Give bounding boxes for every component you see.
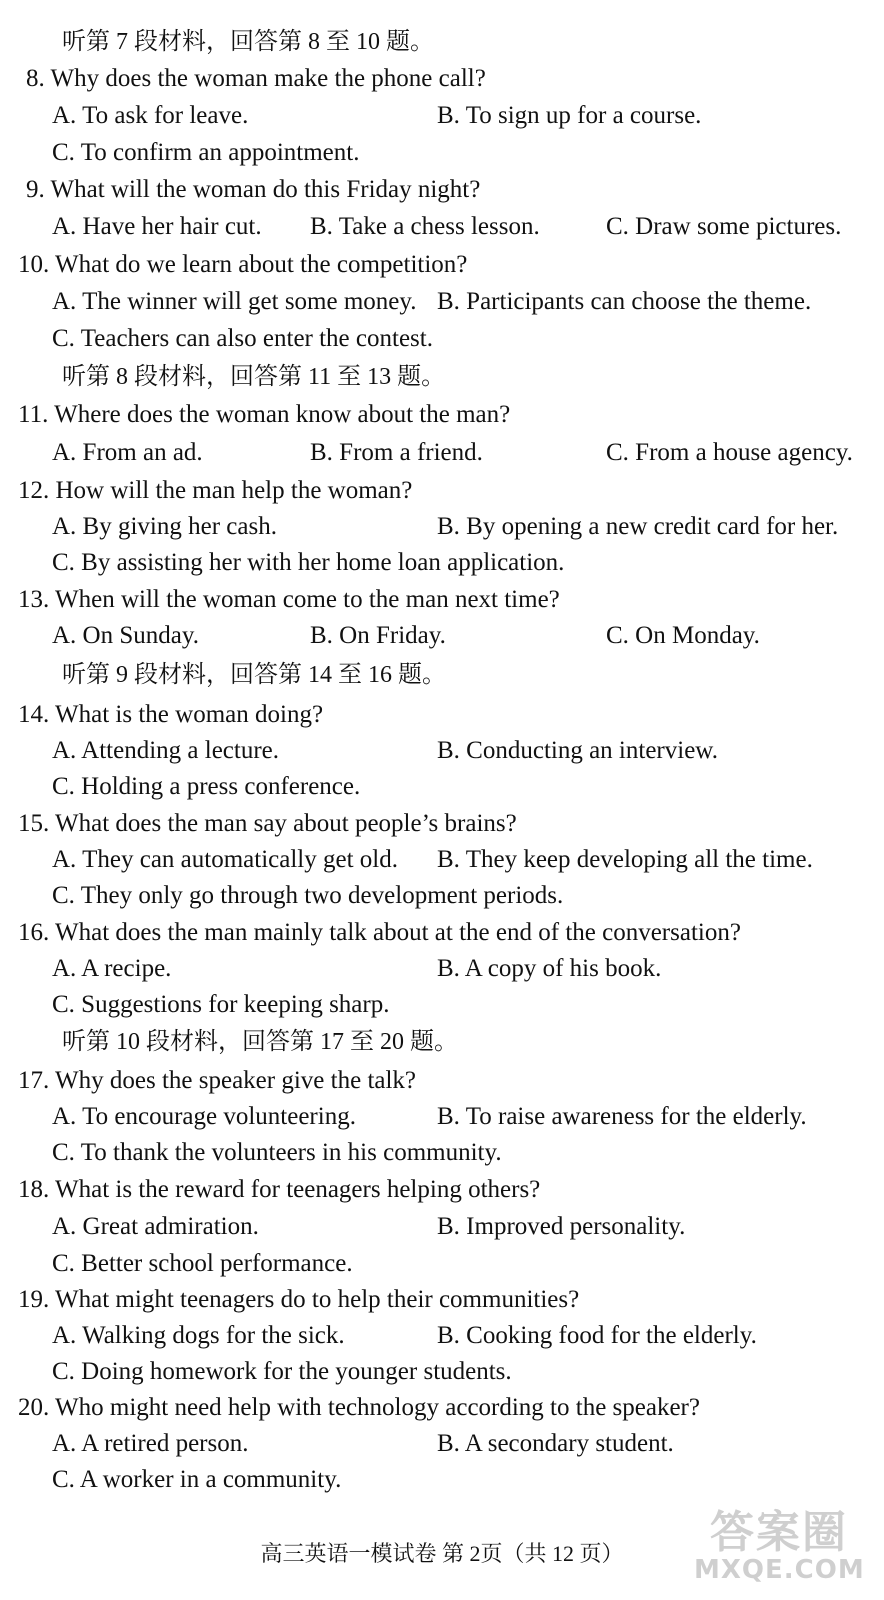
watermark-url: MXQE.COM xyxy=(694,1555,865,1585)
question-10: 10. What do we learn about the competition? xyxy=(18,251,468,278)
q19-option-c: C. Doing homework for the younger students. xyxy=(52,1358,512,1385)
section-heading-9: 听第 9 段材料，回答第 14 至 16 题。 xyxy=(62,662,446,688)
question-19: 19. What might teenagers do to help their communities? xyxy=(18,1286,580,1313)
q17-option-c: C. To thank the volunteers in his community. xyxy=(52,1139,502,1166)
question-11: 11. Where does the woman know about the man? xyxy=(18,401,511,428)
q11-option-c: C. From a house agency. xyxy=(606,439,853,466)
section-heading-10: 听第 10 段材料，回答第 17 至 20 题。 xyxy=(62,1029,458,1055)
question-12: 12. How will the man help the woman? xyxy=(18,477,413,504)
q16-option-a: A. A recipe. xyxy=(52,955,172,982)
q13-option-b: B. On Friday. xyxy=(310,622,446,649)
q14-option-c: C. Holding a press conference. xyxy=(52,773,361,800)
q20-option-a: A. A retired person. xyxy=(52,1430,249,1457)
q13-option-a: A. On Sunday. xyxy=(52,622,199,649)
q12-option-b: B. By opening a new credit card for her. xyxy=(437,513,839,540)
question-18: 18. What is the reward for teenagers helping others? xyxy=(18,1176,541,1203)
section-heading-7: 听第 7 段材料，回答第 8 至 10 题。 xyxy=(62,29,434,55)
q9-option-b: B. Take a chess lesson. xyxy=(310,213,540,240)
question-14: 14. What is the woman doing? xyxy=(18,701,324,728)
q18-option-b: B. Improved personality. xyxy=(437,1213,686,1240)
q13-option-c: C. On Monday. xyxy=(606,622,760,649)
question-13: 13. When will the woman come to the man next time? xyxy=(18,586,560,613)
question-9: 9. What will the woman do this Friday night? xyxy=(26,176,481,203)
q12-option-a: A. By giving her cash. xyxy=(52,513,277,540)
question-20: 20. Who might need help with technology according to the speaker? xyxy=(18,1394,700,1421)
question-15: 15. What does the man say about people’s brains? xyxy=(18,810,517,837)
q9-option-a: A. Have her hair cut. xyxy=(52,213,262,240)
watermark-logo-text: 答案圈 xyxy=(710,1507,848,1558)
q17-option-b: B. To raise awareness for the elderly. xyxy=(437,1103,807,1130)
q19-option-a: A. Walking dogs for the sick. xyxy=(52,1322,345,1349)
q15-option-c: C. They only go through two development periods. xyxy=(52,882,564,909)
question-8: 8. Why does the woman make the phone call? xyxy=(26,65,486,92)
q20-option-b: B. A secondary student. xyxy=(437,1430,674,1457)
q18-option-a: A. Great admiration. xyxy=(52,1213,259,1240)
q10-option-b: B. Participants can choose the theme. xyxy=(437,288,812,315)
q11-option-b: B. From a friend. xyxy=(310,439,483,466)
q9-option-c: C. Draw some pictures. xyxy=(606,213,842,240)
q20-option-c: C. A worker in a community. xyxy=(52,1466,342,1493)
question-16: 16. What does the man mainly talk about at the end of the conversation? xyxy=(18,919,741,946)
q8-option-a: A. To ask for leave. xyxy=(52,102,249,129)
q15-option-b: B. They keep developing all the time. xyxy=(437,846,813,873)
q16-option-c: C. Suggestions for keeping sharp. xyxy=(52,991,390,1018)
q11-option-a: A. From an ad. xyxy=(52,439,203,466)
q14-option-a: A. Attending a lecture. xyxy=(52,737,280,764)
q10-option-a: A. The winner will get some money. xyxy=(52,288,417,315)
q10-option-c: C. Teachers can also enter the contest. xyxy=(52,325,433,352)
site-watermark-logo xyxy=(694,1507,865,1590)
q8-option-c: C. To confirm an appointment. xyxy=(52,139,360,166)
q16-option-b: B. A copy of his book. xyxy=(437,955,662,982)
q14-option-b: B. Conducting an interview. xyxy=(437,737,718,764)
q15-option-a: A. They can automatically get old. xyxy=(52,846,398,873)
q18-option-c: C. Better school performance. xyxy=(52,1250,353,1277)
q8-option-b: B. To sign up for a course. xyxy=(437,102,702,129)
q19-option-b: B. Cooking food for the elderly. xyxy=(437,1322,757,1349)
question-17: 17. Why does the speaker give the talk? xyxy=(18,1067,417,1094)
q12-option-c: C. By assisting her with her home loan application. xyxy=(52,549,565,576)
q17-option-a: A. To encourage volunteering. xyxy=(52,1103,356,1130)
page-footer: 高三英语一模试卷 第 2页（共 12 页） xyxy=(260,1541,624,1566)
section-heading-8: 听第 8 段材料，回答第 11 至 13 题。 xyxy=(62,364,446,390)
